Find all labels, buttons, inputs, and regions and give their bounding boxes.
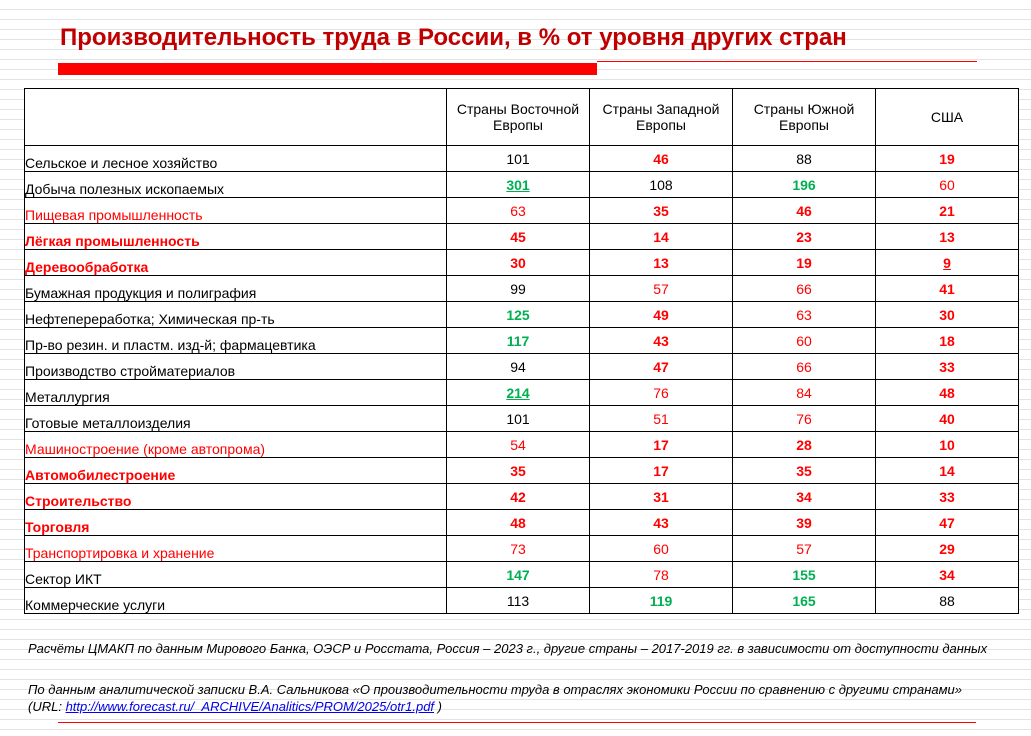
table-cell-value: 31 [590, 484, 733, 510]
table-cell-value: 57 [590, 276, 733, 302]
row-label: Сельское и лесное хозяйство [25, 146, 447, 172]
table-cell-value: 84 [733, 380, 876, 406]
table-cell-value: 17 [590, 432, 733, 458]
table-cell-value: 39 [733, 510, 876, 536]
row-label: Добыча полезных ископаемых [25, 172, 447, 198]
table-cell-value: 40 [876, 406, 1019, 432]
table-cell-value: 76 [590, 380, 733, 406]
table-cell-value: 196 [733, 172, 876, 198]
page-title: Производительность труда в России, в % от уровня других стран [60, 24, 847, 51]
table-row [25, 224, 1019, 250]
table-cell-value: 14 [876, 458, 1019, 484]
reference-link[interactable]: http://www.forecast.ru/_ARCHIVE/Analitics/PROM/2025/otr1.pdf [65, 699, 435, 714]
table-cell-value: 17 [590, 458, 733, 484]
table-cell-value: 60 [590, 536, 733, 562]
table-cell-value: 13 [590, 250, 733, 276]
table-row [25, 432, 1019, 458]
productivity-table-container [24, 88, 1018, 618]
table-cell-value: 99 [447, 276, 590, 302]
table-row [25, 354, 1019, 380]
table-cell-value: 21 [876, 198, 1019, 224]
table-row [25, 562, 1019, 588]
table-cell-value: 117 [447, 328, 590, 354]
table-cell-value: 147 [447, 562, 590, 588]
table-row [25, 380, 1019, 406]
row-label: Бумажная продукция и полиграфия [25, 276, 447, 302]
table-cell-value: 119 [590, 588, 733, 614]
row-label: Строительство [25, 484, 447, 510]
row-label: Коммерческие услуги [25, 588, 447, 614]
reference-suffix: ) [434, 699, 442, 714]
table-cell-value: 214 [447, 380, 590, 406]
row-label: Готовые металлоизделия [25, 406, 447, 432]
row-label: Пищевая промышленность [25, 198, 447, 224]
table-cell-value: 19 [876, 146, 1019, 172]
table-cell-value: 88 [876, 588, 1019, 614]
table-row [25, 328, 1019, 354]
table-cell-value: 63 [733, 302, 876, 328]
table-cell-value: 47 [876, 510, 1019, 536]
row-label: Производство стройматериалов [25, 354, 447, 380]
column-header-western-europe: Страны Западной Европы [590, 89, 733, 146]
table-cell-value: 45 [447, 224, 590, 250]
table-row [25, 484, 1019, 510]
table-cell-value: 9 [876, 250, 1019, 276]
table-cell-value: 165 [733, 588, 876, 614]
table-cell-value: 78 [590, 562, 733, 588]
reference-footnote [28, 681, 988, 715]
table-row [25, 458, 1019, 484]
table-cell-value: 46 [590, 146, 733, 172]
table-cell-value: 35 [733, 458, 876, 484]
table-cell-value: 35 [447, 458, 590, 484]
table-cell-value: 301 [447, 172, 590, 198]
table-cell-value: 35 [590, 198, 733, 224]
table-cell-value: 46 [733, 198, 876, 224]
table-cell-value: 47 [590, 354, 733, 380]
table-cell-value: 113 [447, 588, 590, 614]
table-cell-value: 33 [876, 354, 1019, 380]
table-cell-value: 41 [876, 276, 1019, 302]
row-label: Деревообработка [25, 250, 447, 276]
table-cell-value: 42 [447, 484, 590, 510]
table-cell-value: 34 [876, 562, 1019, 588]
table-cell-value: 66 [733, 354, 876, 380]
column-header-southern-europe: Страны Южной Европы [733, 89, 876, 146]
table-cell-value: 66 [733, 276, 876, 302]
table-body [25, 146, 1019, 614]
table-row [25, 276, 1019, 302]
table-row [25, 198, 1019, 224]
row-label: Нефтепереработка; Химическая пр-ть [25, 302, 447, 328]
table-cell-value: 60 [733, 328, 876, 354]
column-header-eastern-europe: Страны Восточной Европы [447, 89, 590, 146]
table-cell-value: 49 [590, 302, 733, 328]
table-row [25, 536, 1019, 562]
table-cell-value: 30 [876, 302, 1019, 328]
table-row [25, 302, 1019, 328]
source-footnote: Расчёты ЦМАКП по данным Мирового Банка, ОЭСР и Росстата, Россия – 2023 г., другие страны – 2017-2019 гг. в зависимости от доступности данных [28, 641, 988, 656]
productivity-table [24, 88, 1019, 614]
table-cell-value: 10 [876, 432, 1019, 458]
table-cell-value: 30 [447, 250, 590, 276]
table-cell-value: 19 [733, 250, 876, 276]
table-cell-value: 33 [876, 484, 1019, 510]
table-cell-value: 57 [733, 536, 876, 562]
table-row [25, 406, 1019, 432]
table-row [25, 588, 1019, 614]
table-cell-value: 54 [447, 432, 590, 458]
table-cell-value: 88 [733, 146, 876, 172]
table-cell-value: 108 [590, 172, 733, 198]
table-cell-value: 51 [590, 406, 733, 432]
row-label: Металлургия [25, 380, 447, 406]
table-cell-value: 101 [447, 406, 590, 432]
title-accent-bar [58, 63, 597, 75]
table-header-row [25, 89, 1019, 146]
table-cell-value: 29 [876, 536, 1019, 562]
table-cell-value: 94 [447, 354, 590, 380]
table-cell-value: 63 [447, 198, 590, 224]
table-cell-value: 73 [447, 536, 590, 562]
table-cell-value: 155 [733, 562, 876, 588]
table-cell-value: 76 [733, 406, 876, 432]
table-cell-value: 43 [590, 510, 733, 536]
row-label: Машиностроение (кроме автопрома) [25, 432, 447, 458]
table-cell-value: 28 [733, 432, 876, 458]
row-label: Лёгкая промышленность [25, 224, 447, 250]
table-cell-value: 18 [876, 328, 1019, 354]
table-cell-value: 101 [447, 146, 590, 172]
bottom-divider [58, 722, 976, 723]
table-cell-value: 13 [876, 224, 1019, 250]
table-cell-value: 34 [733, 484, 876, 510]
table-cell-value: 43 [590, 328, 733, 354]
table-cell-value: 23 [733, 224, 876, 250]
table-cell-value: 60 [876, 172, 1019, 198]
row-label: Пр-во резин. и пластм. изд-й; фармацевтика [25, 328, 447, 354]
reference-prefix: По данным аналитической записки В.А. Сальникова «О производительности труда в отраслях экономики России по сравнению с другими странами» (URL: [28, 682, 962, 714]
row-label: Сектор ИКТ [25, 562, 447, 588]
table-cell-value: 48 [876, 380, 1019, 406]
table-row [25, 510, 1019, 536]
table-row [25, 146, 1019, 172]
title-accent-line [597, 61, 977, 62]
table-cell-value: 48 [447, 510, 590, 536]
column-header-sector [25, 89, 447, 146]
column-header-usa: США [876, 89, 1019, 146]
table-row [25, 172, 1019, 198]
row-label: Автомобилестроение [25, 458, 447, 484]
table-cell-value: 14 [590, 224, 733, 250]
table-row [25, 250, 1019, 276]
table-cell-value: 125 [447, 302, 590, 328]
row-label: Торговля [25, 510, 447, 536]
row-label: Транспортировка и хранение [25, 536, 447, 562]
